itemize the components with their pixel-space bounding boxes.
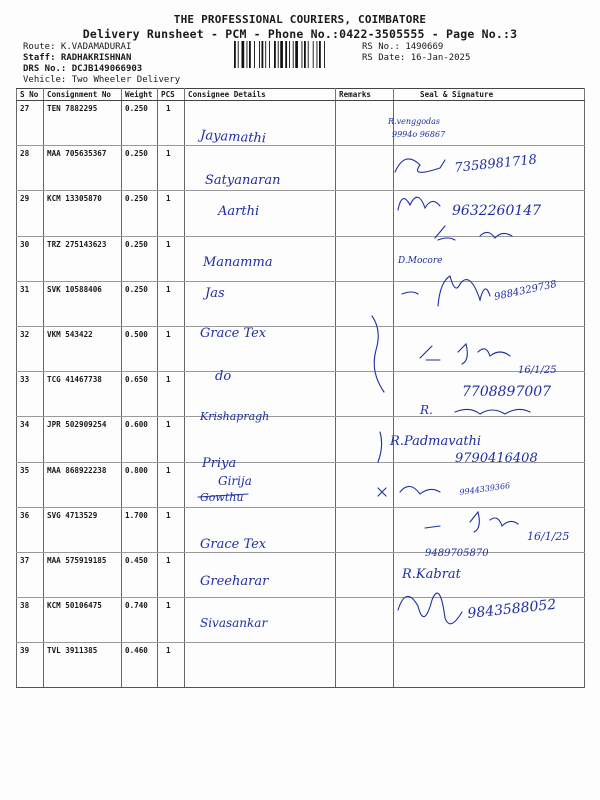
handwritten-phone: 9994o 96867: [392, 130, 446, 139]
cell-consignee-details: [185, 326, 336, 371]
col-header-weight: Weight: [122, 89, 158, 101]
handwritten-consignee: Jayamathi: [199, 128, 267, 147]
table-row: [17, 236, 585, 281]
cell-consignment-no: MAA 705635367: [44, 146, 122, 191]
cell-sno: 38: [17, 598, 44, 643]
staff-label: Staff: RADHAKRISHNAN: [23, 53, 132, 63]
cell-seal-signature: [394, 146, 585, 191]
cell-consignment-no: SVK 10588406: [44, 281, 122, 326]
handwritten-signature: R.Padmavathi: [390, 434, 482, 449]
runsheet-title: Delivery Runsheet - PCM - Phone No.:0422-3505555 - Page No.:3: [82, 27, 518, 41]
col-header-pcs: PCS: [158, 89, 185, 101]
handwritten-consignee: Gowthu: [200, 491, 244, 504]
cell-weight: 0.650: [122, 372, 158, 417]
cell-consignment-no: JPR 502909254: [44, 417, 122, 462]
cell-sno: 27: [17, 101, 44, 146]
cell-remarks: [336, 462, 394, 507]
cell-consignee-details: [185, 281, 336, 326]
barcode-bar: [249, 41, 251, 68]
cell-consignment-no: MAA 868922238: [44, 462, 122, 507]
cell-seal-signature: [394, 462, 585, 507]
cell-weight: 0.250: [122, 146, 158, 191]
cell-seal-signature: [394, 236, 585, 281]
cell-seal-signature: [394, 101, 585, 146]
cell-weight: 0.800: [122, 462, 158, 507]
cell-remarks: [336, 281, 394, 326]
barcode-bar: [238, 41, 239, 68]
handwritten-date: 16/1/25: [527, 530, 570, 543]
cell-consignee-details: [185, 417, 336, 462]
cell-consignee-details: [185, 643, 336, 688]
cell-sno: 37: [17, 552, 44, 597]
cell-consignment-no: TEN 7882295: [44, 101, 122, 146]
handwritten-signature: R.Kabrat: [402, 567, 461, 582]
cell-consignment-no: KCM 13305870: [44, 191, 122, 236]
table-row: [17, 417, 585, 462]
company-title: THE PROFESSIONAL COURIERS, COIMBATORE: [173, 13, 427, 26]
handwritten-phone: 7358981718: [453, 152, 538, 176]
cell-remarks: [336, 507, 394, 552]
barcode-bar: [262, 41, 264, 68]
cell-pcs: 1: [158, 146, 185, 191]
cell-weight: 1.700: [122, 507, 158, 552]
cell-pcs: 1: [158, 598, 185, 643]
cell-seal-signature: [394, 552, 585, 597]
barcode-bar: [269, 41, 270, 68]
cell-consignment-no: VKM 543422: [44, 326, 122, 371]
rs-date: RS Date: 16-Jan-2025: [362, 53, 471, 63]
handwritten-consignee: Priya: [202, 456, 237, 471]
cell-pcs: 1: [158, 462, 185, 507]
handwritten-consignee: Sivasankar: [200, 616, 268, 630]
handwritten-phone: 9632260147: [452, 203, 542, 219]
cell-pcs: 1: [158, 236, 185, 281]
barcode-bar: [313, 41, 314, 68]
table-row: [17, 372, 585, 417]
cell-consignment-no: TVL 3911385: [44, 643, 122, 688]
route-label: Route: K.VADAMADURAI: [23, 42, 132, 52]
handwritten-consignee: Manamma: [203, 255, 273, 270]
cell-consignee-details: [185, 552, 336, 597]
barcode-bar: [319, 41, 321, 68]
cell-consignee-details: [185, 101, 336, 146]
table-row: [17, 101, 585, 146]
cell-consignee-details: [185, 462, 336, 507]
barcode-bar: [295, 41, 298, 68]
cell-consignee-details: [185, 507, 336, 552]
cell-weight: 0.740: [122, 598, 158, 643]
table-row: [17, 643, 585, 688]
barcode-bar: [234, 41, 236, 68]
cell-weight: 0.250: [122, 101, 158, 146]
barcode-bar: [265, 41, 266, 68]
cell-pcs: 1: [158, 281, 185, 326]
barcode-bar: [302, 41, 303, 68]
cell-sno: 32: [17, 326, 44, 371]
cell-pcs: 1: [158, 507, 185, 552]
cell-remarks: [336, 417, 394, 462]
rs-number: RS No.: 1490669: [362, 42, 444, 52]
cell-consignment-no: TRZ 275143623: [44, 236, 122, 281]
barcode-bar: [247, 41, 248, 68]
cell-remarks: [336, 191, 394, 236]
table-row: [17, 598, 585, 643]
cell-pcs: 1: [158, 372, 185, 417]
cell-consignment-no: MAA 575919185: [44, 552, 122, 597]
cell-sno: 33: [17, 372, 44, 417]
drs-label: DRS No.: DCJB149066903: [23, 64, 143, 74]
barcode-image: [234, 41, 354, 68]
handwritten-phone: 9944339366: [459, 480, 511, 497]
cell-sno: 29: [17, 191, 44, 236]
table-row: [17, 507, 585, 552]
cell-weight: 0.460: [122, 643, 158, 688]
table-row: [17, 191, 585, 236]
cell-sno: 30: [17, 236, 44, 281]
barcode-bar: [242, 41, 245, 68]
barcode-bar: [293, 41, 294, 68]
cell-consignee-details: [185, 372, 336, 417]
handwritten-consignee: Greeharar: [200, 574, 269, 589]
col-header-signature: Seal & Signature: [394, 89, 585, 101]
cell-sno: 31: [17, 281, 44, 326]
table-header-row: [17, 89, 585, 101]
barcode-bar: [274, 41, 276, 68]
cell-pcs: 1: [158, 417, 185, 462]
cell-pcs: 1: [158, 326, 185, 371]
cell-consignee-details: [185, 191, 336, 236]
cell-seal-signature: [394, 598, 585, 643]
cell-remarks: [336, 101, 394, 146]
handwritten-signature: R.venggodas: [388, 117, 441, 126]
barcode-bar: [259, 41, 260, 68]
col-header-sno: S No: [17, 89, 44, 101]
cell-remarks: [336, 372, 394, 417]
cell-seal-signature: [394, 643, 585, 688]
barcode-bar: [254, 41, 255, 68]
table-row: [17, 552, 585, 597]
cell-pcs: 1: [158, 552, 185, 597]
cell-seal-signature: [394, 417, 585, 462]
handwritten-consignee: Krishapragh: [200, 410, 270, 423]
cell-sno: 39: [17, 643, 44, 688]
col-header-consignment: Consignment No: [44, 89, 122, 101]
handwritten-date: 16/1/25: [518, 365, 557, 376]
cell-seal-signature: [394, 372, 585, 417]
cell-seal-signature: [394, 507, 585, 552]
cell-remarks: [336, 552, 394, 597]
cell-weight: 0.500: [122, 326, 158, 371]
cell-consignee-details: [185, 236, 336, 281]
cell-seal-signature: [394, 326, 585, 371]
cell-sno: 35: [17, 462, 44, 507]
cell-pcs: 1: [158, 101, 185, 146]
cell-sno: 36: [17, 507, 44, 552]
handwritten-consignee: Satyanaran: [205, 173, 281, 188]
cell-sno: 34: [17, 417, 44, 462]
barcode-bar: [304, 41, 306, 68]
cell-remarks: [336, 598, 394, 643]
handwritten-phone: 9790416408: [455, 451, 538, 466]
handwritten-phone: 9884329738: [493, 278, 558, 303]
cell-weight: 0.250: [122, 191, 158, 236]
handwritten-consignee: do: [215, 369, 232, 384]
handwritten-consignee: Aarthi: [218, 204, 260, 219]
table-row: [17, 326, 585, 371]
barcode-bar: [317, 41, 318, 68]
handwritten-phone: 9489705870: [425, 548, 489, 559]
handwritten-consignee: Girija: [218, 474, 252, 488]
col-header-consignee: Consignee Details: [185, 89, 336, 101]
handwritten-consignee: Grace Tex: [200, 326, 267, 341]
cell-remarks: [336, 236, 394, 281]
cell-remarks: [336, 146, 394, 191]
cell-consignee-details: [185, 146, 336, 191]
cell-seal-signature: [394, 191, 585, 236]
cell-remarks: [336, 643, 394, 688]
vehicle-label: Vehicle: Two Wheeler Delivery: [23, 75, 181, 85]
table-row: [17, 281, 585, 326]
col-header-remarks: Remarks: [336, 89, 394, 101]
cell-consignment-no: KCM 50106475: [44, 598, 122, 643]
barcode-bar: [289, 41, 290, 68]
runsheet-table: [16, 88, 585, 688]
cell-weight: 0.250: [122, 236, 158, 281]
cell-weight: 0.250: [122, 281, 158, 326]
handwritten-phone: 7708897007: [462, 384, 552, 400]
barcode-bar: [285, 41, 287, 68]
cell-consignee-details: [185, 598, 336, 643]
barcode-bar: [280, 41, 283, 68]
cell-sno: 28: [17, 146, 44, 191]
barcode-bar: [278, 41, 279, 68]
cell-weight: 0.600: [122, 417, 158, 462]
cell-consignment-no: TCG 41467738: [44, 372, 122, 417]
cell-remarks: [336, 326, 394, 371]
handwritten-signature: D.Mocore: [398, 256, 443, 266]
table-row: [17, 462, 585, 507]
cell-pcs: 1: [158, 191, 185, 236]
cell-consignment-no: SVG 4713529: [44, 507, 122, 552]
table-row: [17, 146, 585, 191]
handwritten-phone: 9843588052: [466, 596, 558, 622]
barcode-bar: [324, 41, 325, 68]
handwritten-signature: R.: [420, 403, 433, 417]
handwritten-consignee: Jas: [205, 286, 225, 301]
cell-pcs: 1: [158, 643, 185, 688]
handwritten-consignee: Grace Tex: [200, 537, 267, 552]
cell-weight: 0.450: [122, 552, 158, 597]
barcode-bar: [308, 41, 309, 68]
cell-seal-signature: [394, 278, 585, 326]
